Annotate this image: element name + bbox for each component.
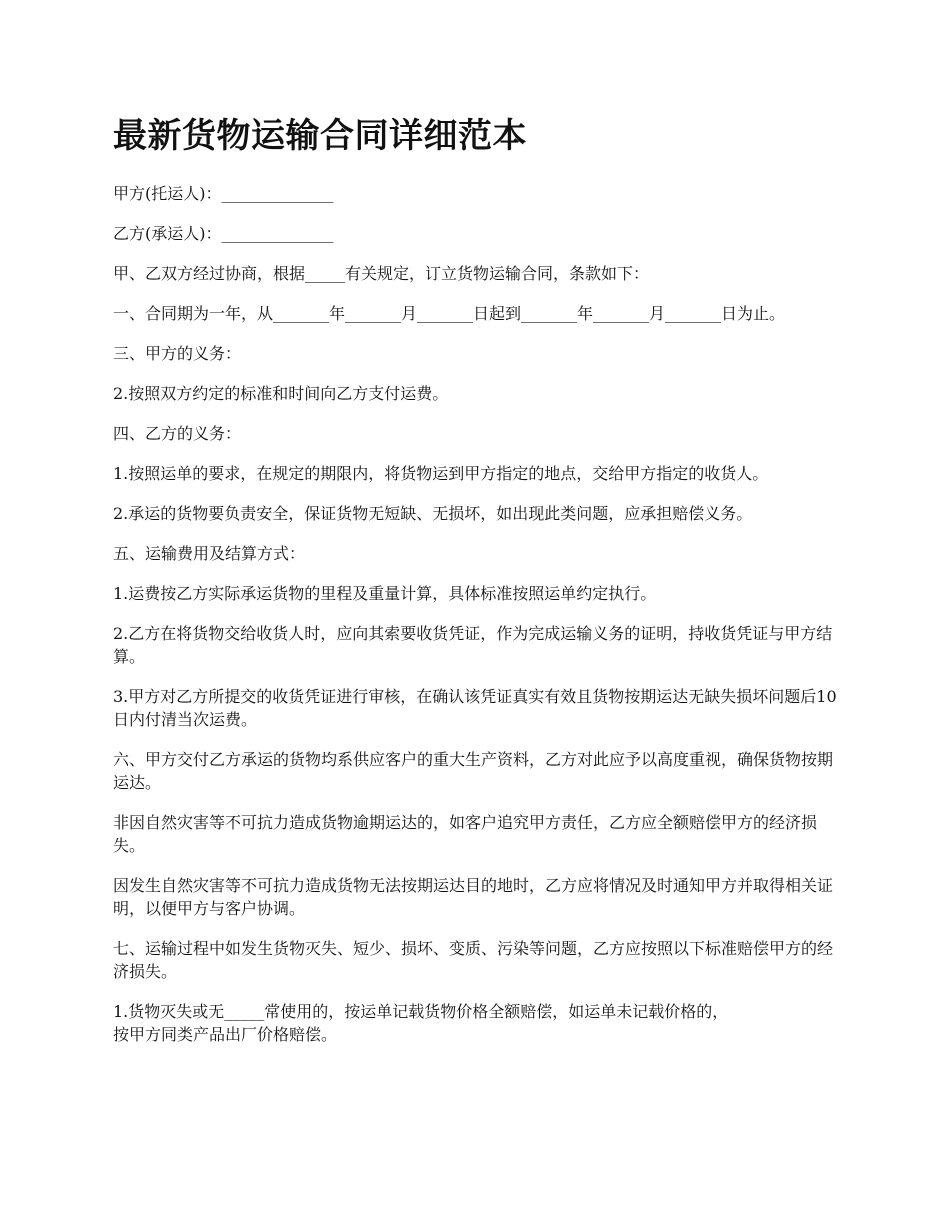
- clause-section-seven: 七、运输过程中如发生货物灭失、短少、损坏、变质、污染等问题，乙方应按照以下标准赔偿甲方的经济损失。: [113, 939, 834, 981]
- section-heading-fees: 五、运输费用及结算方式：: [113, 544, 306, 563]
- section-heading-party-b-duties: 四、乙方的义务：: [113, 424, 242, 443]
- clause-item: 非因自然灾害等不可抗力造成货物逾期运达的，如客户追究甲方责任，乙方应全额赔偿甲方的经济损失。: [113, 813, 818, 855]
- clause-item: 1.运费按乙方实际承运货物的里程及重量计算，具体标准按照运单约定执行。: [113, 584, 657, 603]
- preamble: 甲、乙双方经过协商，根据_____有关规定，订立货物运输合同，条款如下：: [113, 264, 650, 283]
- clause-term: 一、合同期为一年，从_______年_______月_______日起到_______年_______月_______日为止。: [113, 304, 786, 323]
- document-title: 最新货物运输合同详细范本: [113, 116, 527, 156]
- clause-item: 1.按照运单的要求，在规定的期限内，将货物运到甲方指定的地点，交给甲方指定的收货人。: [113, 464, 769, 483]
- document-page: [113, 112, 848, 1063]
- clause-item: 因发生自然灾害等不可抗力造成货物无法按期运达目的地时，乙方应将情况及时通知甲方并取得相关证明，以便甲方与客户协调。: [113, 876, 834, 918]
- party-b-line: 乙方(承运人)：______________: [113, 224, 334, 243]
- party-a-line: 甲方(托运人)：______________: [113, 184, 334, 203]
- clause-item: 2.按照双方约定的标准和时间向乙方支付运费。: [113, 384, 449, 403]
- clause-section-six: 六、甲方交付乙方承运的货物均系供应客户的重大生产资料，乙方对此应予以高度重视，确保货物按期运达。: [113, 750, 834, 792]
- clause-item: 1.货物灭失或无_____常使用的，按运单记载货物价格全额赔偿，如运单未记载价格的， 按甲方同类产品出厂价格赔偿。: [113, 1002, 729, 1044]
- clause-item: 2.乙方在将货物交给收货人时，应向其索要收货凭证，作为完成运输义务的证明，持收货凭证与甲方结算。: [113, 624, 833, 666]
- section-heading-party-a-duties: 三、甲方的义务：: [113, 344, 242, 363]
- clause-item: 3.甲方对乙方所提交的收货凭证进行审核，在确认该凭证真实有效且货物按期运达无缺失损坏问题后10日内付清当次运费。: [113, 687, 837, 729]
- clause-item: 2.承运的货物要负责安全，保证货物无短缺、无损坏，如出现此类问题，应承担赔偿义务。: [113, 504, 753, 523]
